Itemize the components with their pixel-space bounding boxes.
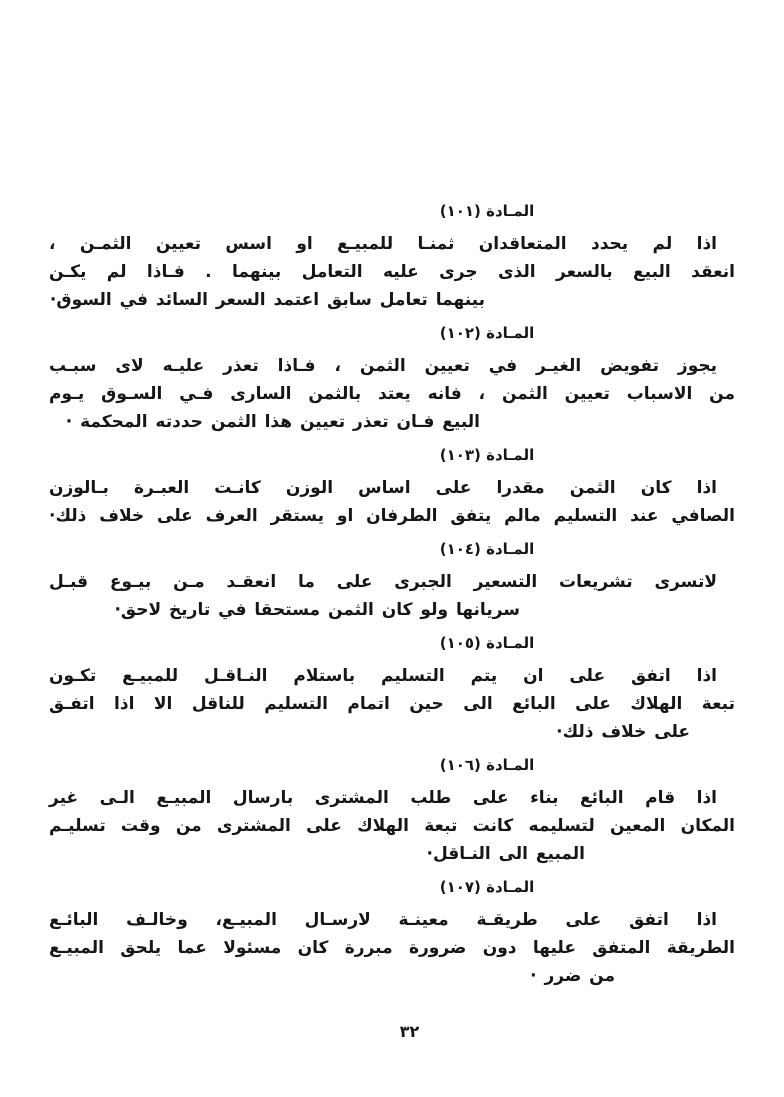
paragraph-line: الصافي عند التسليم مالم يتفق الطرفان او يستقر العرف على خلاف ذلك· bbox=[49, 506, 735, 526]
paragraph-line: تبعة الهلاك على البائع الى حين اتمام التسليم للناقل الا اذا اتفـق bbox=[49, 694, 735, 714]
article-section bbox=[49, 754, 735, 868]
paragraph-line: من الاسباب تعيين الثمن ، فانه يعتد بالثمن السارى فـي السـوق يـوم bbox=[49, 384, 735, 404]
article-section bbox=[49, 322, 735, 436]
paragraph-line: لاتسرى تشريعات التسعير الجبرى على ما انعقـد مـن بيـوع قبـل bbox=[49, 572, 717, 592]
article-paragraph bbox=[49, 784, 735, 868]
paragraph-line: اذا قام البائع بناء على طلب المشترى بارسال المبيـع الـى غير bbox=[49, 788, 717, 808]
article-title: المـادة (١٠٣) bbox=[439, 446, 535, 464]
article-section bbox=[49, 632, 735, 746]
paragraph-line: الطريقة المتفق عليها دون ضرورة مبررة كان مسئولا عما يلحق المبيـع bbox=[49, 938, 735, 958]
article-title: المـادة (١٠٦) bbox=[439, 756, 535, 774]
article-title: المـادة (١٠٢) bbox=[439, 324, 535, 342]
paragraph-line: بينهما تعامل سابق اعتمد السعر السائد في السوق· bbox=[49, 290, 485, 310]
article-paragraph bbox=[49, 906, 735, 990]
paragraph-line: على خلاف ذلك· bbox=[556, 722, 690, 742]
article-title: المـادة (١٠٧) bbox=[439, 878, 535, 896]
paragraph-line: اذا اتفق على ان يتم التسليم باستلام النـاقـل للمبيـع تكـون bbox=[49, 666, 717, 686]
paragraph-line: اذا كان الثمن مقدرا على اساس الوزن كانـت العبـرة بـالوزن bbox=[49, 478, 717, 498]
article-title: المـادة (١٠٥) bbox=[439, 634, 535, 652]
paragraph-line: من ضرر · bbox=[530, 966, 615, 986]
paragraph-line: انعقد البيع بالسعر الذى جرى عليه التعامل بينهما . فـاذا لم يكـن bbox=[49, 262, 735, 282]
article-paragraph bbox=[49, 568, 735, 624]
article-section bbox=[49, 200, 735, 314]
article-paragraph bbox=[49, 230, 735, 314]
paragraph-line: المكان المعين لتسليمه كانت تبعة الهلاك على المشترى من وقت تسليـم bbox=[49, 816, 735, 836]
paragraph-line: المبيع الى النـاقل· bbox=[426, 844, 585, 864]
article-section bbox=[49, 538, 735, 624]
article-paragraph bbox=[49, 352, 735, 436]
article-section bbox=[49, 444, 735, 530]
article-paragraph bbox=[49, 474, 735, 530]
paragraph-line: سريانها ولو كان الثمن مستحقا في تاريخ لاحق· bbox=[114, 600, 520, 620]
articles-container bbox=[49, 200, 735, 998]
page-number: ٣٢ bbox=[399, 1022, 420, 1041]
article-title: المـادة (١٠٤) bbox=[439, 540, 535, 558]
paragraph-line: اذا لم يحدد المتعاقدان ثمنـا للمبيـع او اسس تعيين الثمـن ، bbox=[49, 234, 717, 254]
article-section bbox=[49, 876, 735, 990]
paragraph-line: البيع فـان تعذر تعيين هذا الثمن حددته المحكمة · bbox=[65, 412, 480, 432]
article-title: المـادة (١٠١) bbox=[439, 202, 535, 220]
paragraph-line: اذا اتفق على طريقـة معينـة لارسـال المبيـع، وخالـف البائـع bbox=[49, 910, 717, 930]
article-paragraph bbox=[49, 662, 735, 746]
paragraph-line: يجوز تفويض الغيـر في تعيين الثمن ، فـاذا تعذر عليـه لاى سبـب bbox=[49, 356, 717, 376]
